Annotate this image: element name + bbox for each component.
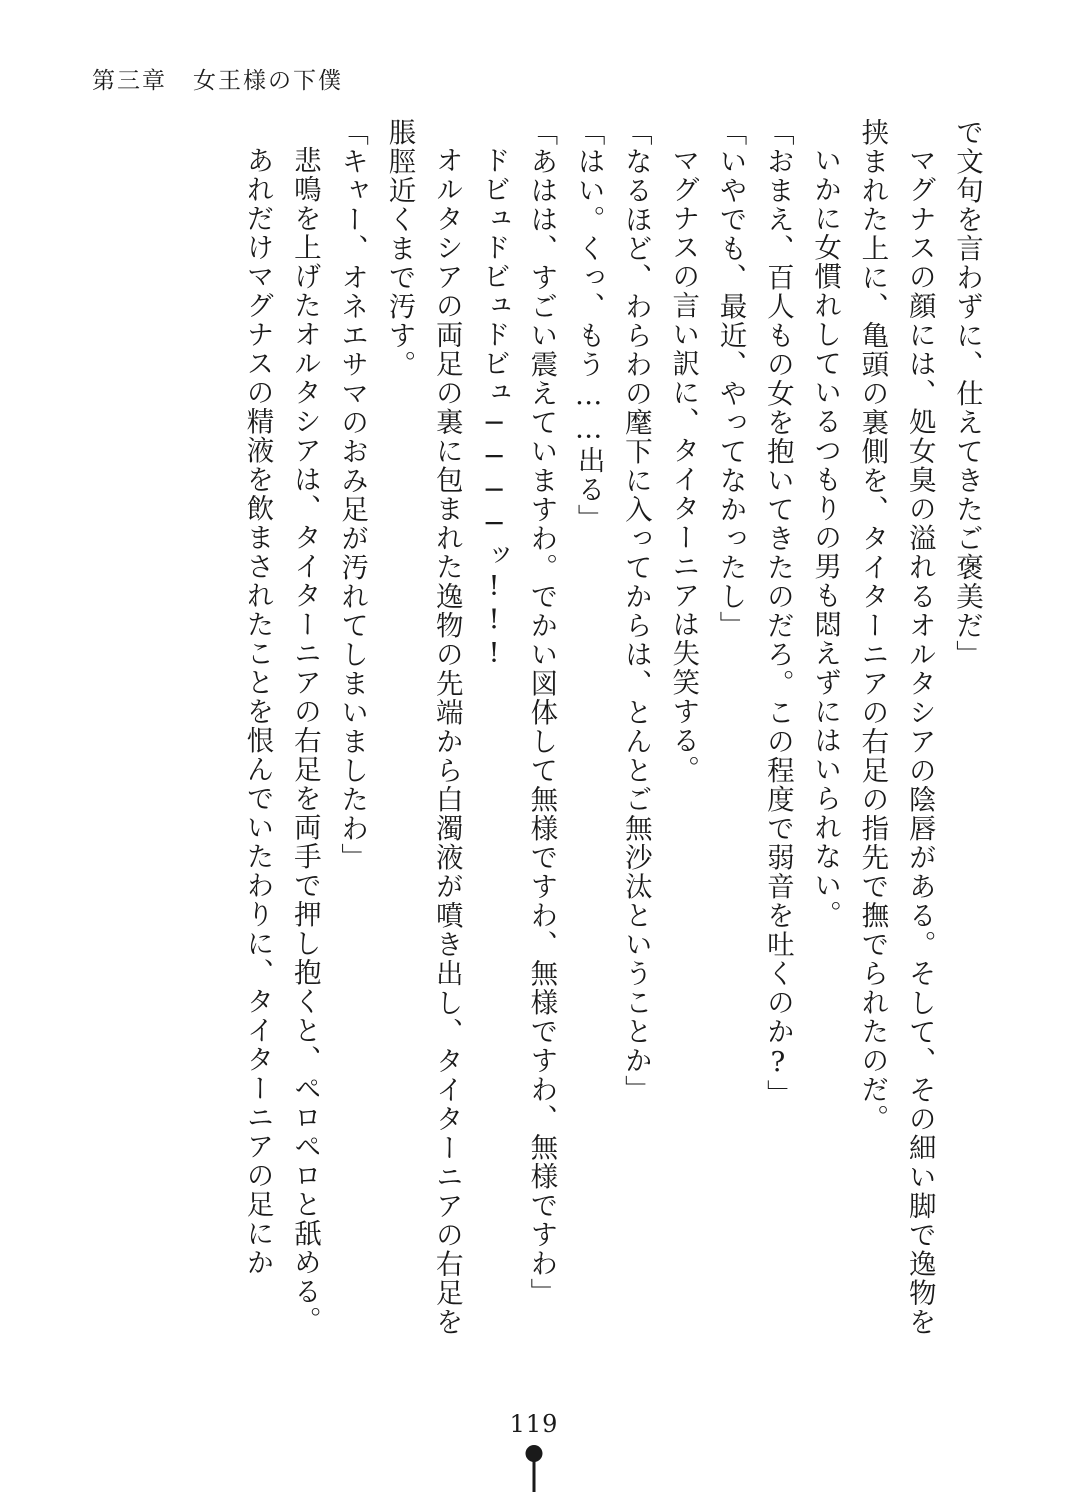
chapter-number: 第三章 — [92, 68, 167, 94]
paragraph: 悲鳴を上げたオルタシアは、タイターニアの右足を両手で押し抱くと、ペロペロと舐める。 — [288, 145, 321, 1335]
paragraph: 「いやでも、最近、やってなかったし」 — [714, 118, 747, 640]
body-text — [132, 118, 990, 1336]
paragraph: 「キャー、オネエサマのおみ足が汚れてしまいましたわ」 — [336, 118, 369, 872]
paragraph: 「はい。くっ、もう……出る」 — [572, 118, 605, 533]
paragraph: 「おまえ、百人もの女を抱いてきたのだろ。この程度で弱音を吐くのか?」 — [761, 118, 794, 1109]
running-header — [92, 62, 343, 95]
paragraph: マグナスの言い訳に、タイターニアは失笑する。 — [667, 145, 700, 784]
paragraph: で文句を言わずに、仕えてきたご褒美だ」 — [951, 118, 983, 669]
paragraph: ドビュドビュドビュ────ッ!!! — [478, 145, 511, 670]
folio-rule-ornament — [533, 1454, 536, 1492]
paragraph: 「あはは、すごい震えていますわ。でかい図体して無様ですわ、無様ですわ、無様ですわ」 — [525, 118, 558, 1307]
paragraph: あれだけマグナスの精液を飲まされたことを恨んでいたわりに、タイターニアの足にか — [241, 145, 274, 1277]
paragraph: マグナスの顔には、処女臭の溢れるオルタシアの陰唇がある。そして、その細い脚で逸物を挟まれた上に、亀頭の裏側を、タイターニアの右足の指先で撫でられたのだ。 — [856, 118, 936, 1336]
paragraph: いかに女慣れしているつもりの男も悶えずにはいられない。 — [809, 145, 842, 929]
paragraph: オルタシアの両足の裏に包まれた逸物の先端から白濁液が噴き出し、タイターニアの右足を脹脛近くまで汚す。 — [383, 118, 463, 1336]
chapter-title: 女王様の下僕 — [193, 68, 343, 94]
paragraph: 「なるほど、わらわの麾下に入ってからは、とんとご無沙汰ということか」 — [619, 118, 652, 1104]
page-number: 119 — [509, 1410, 559, 1438]
